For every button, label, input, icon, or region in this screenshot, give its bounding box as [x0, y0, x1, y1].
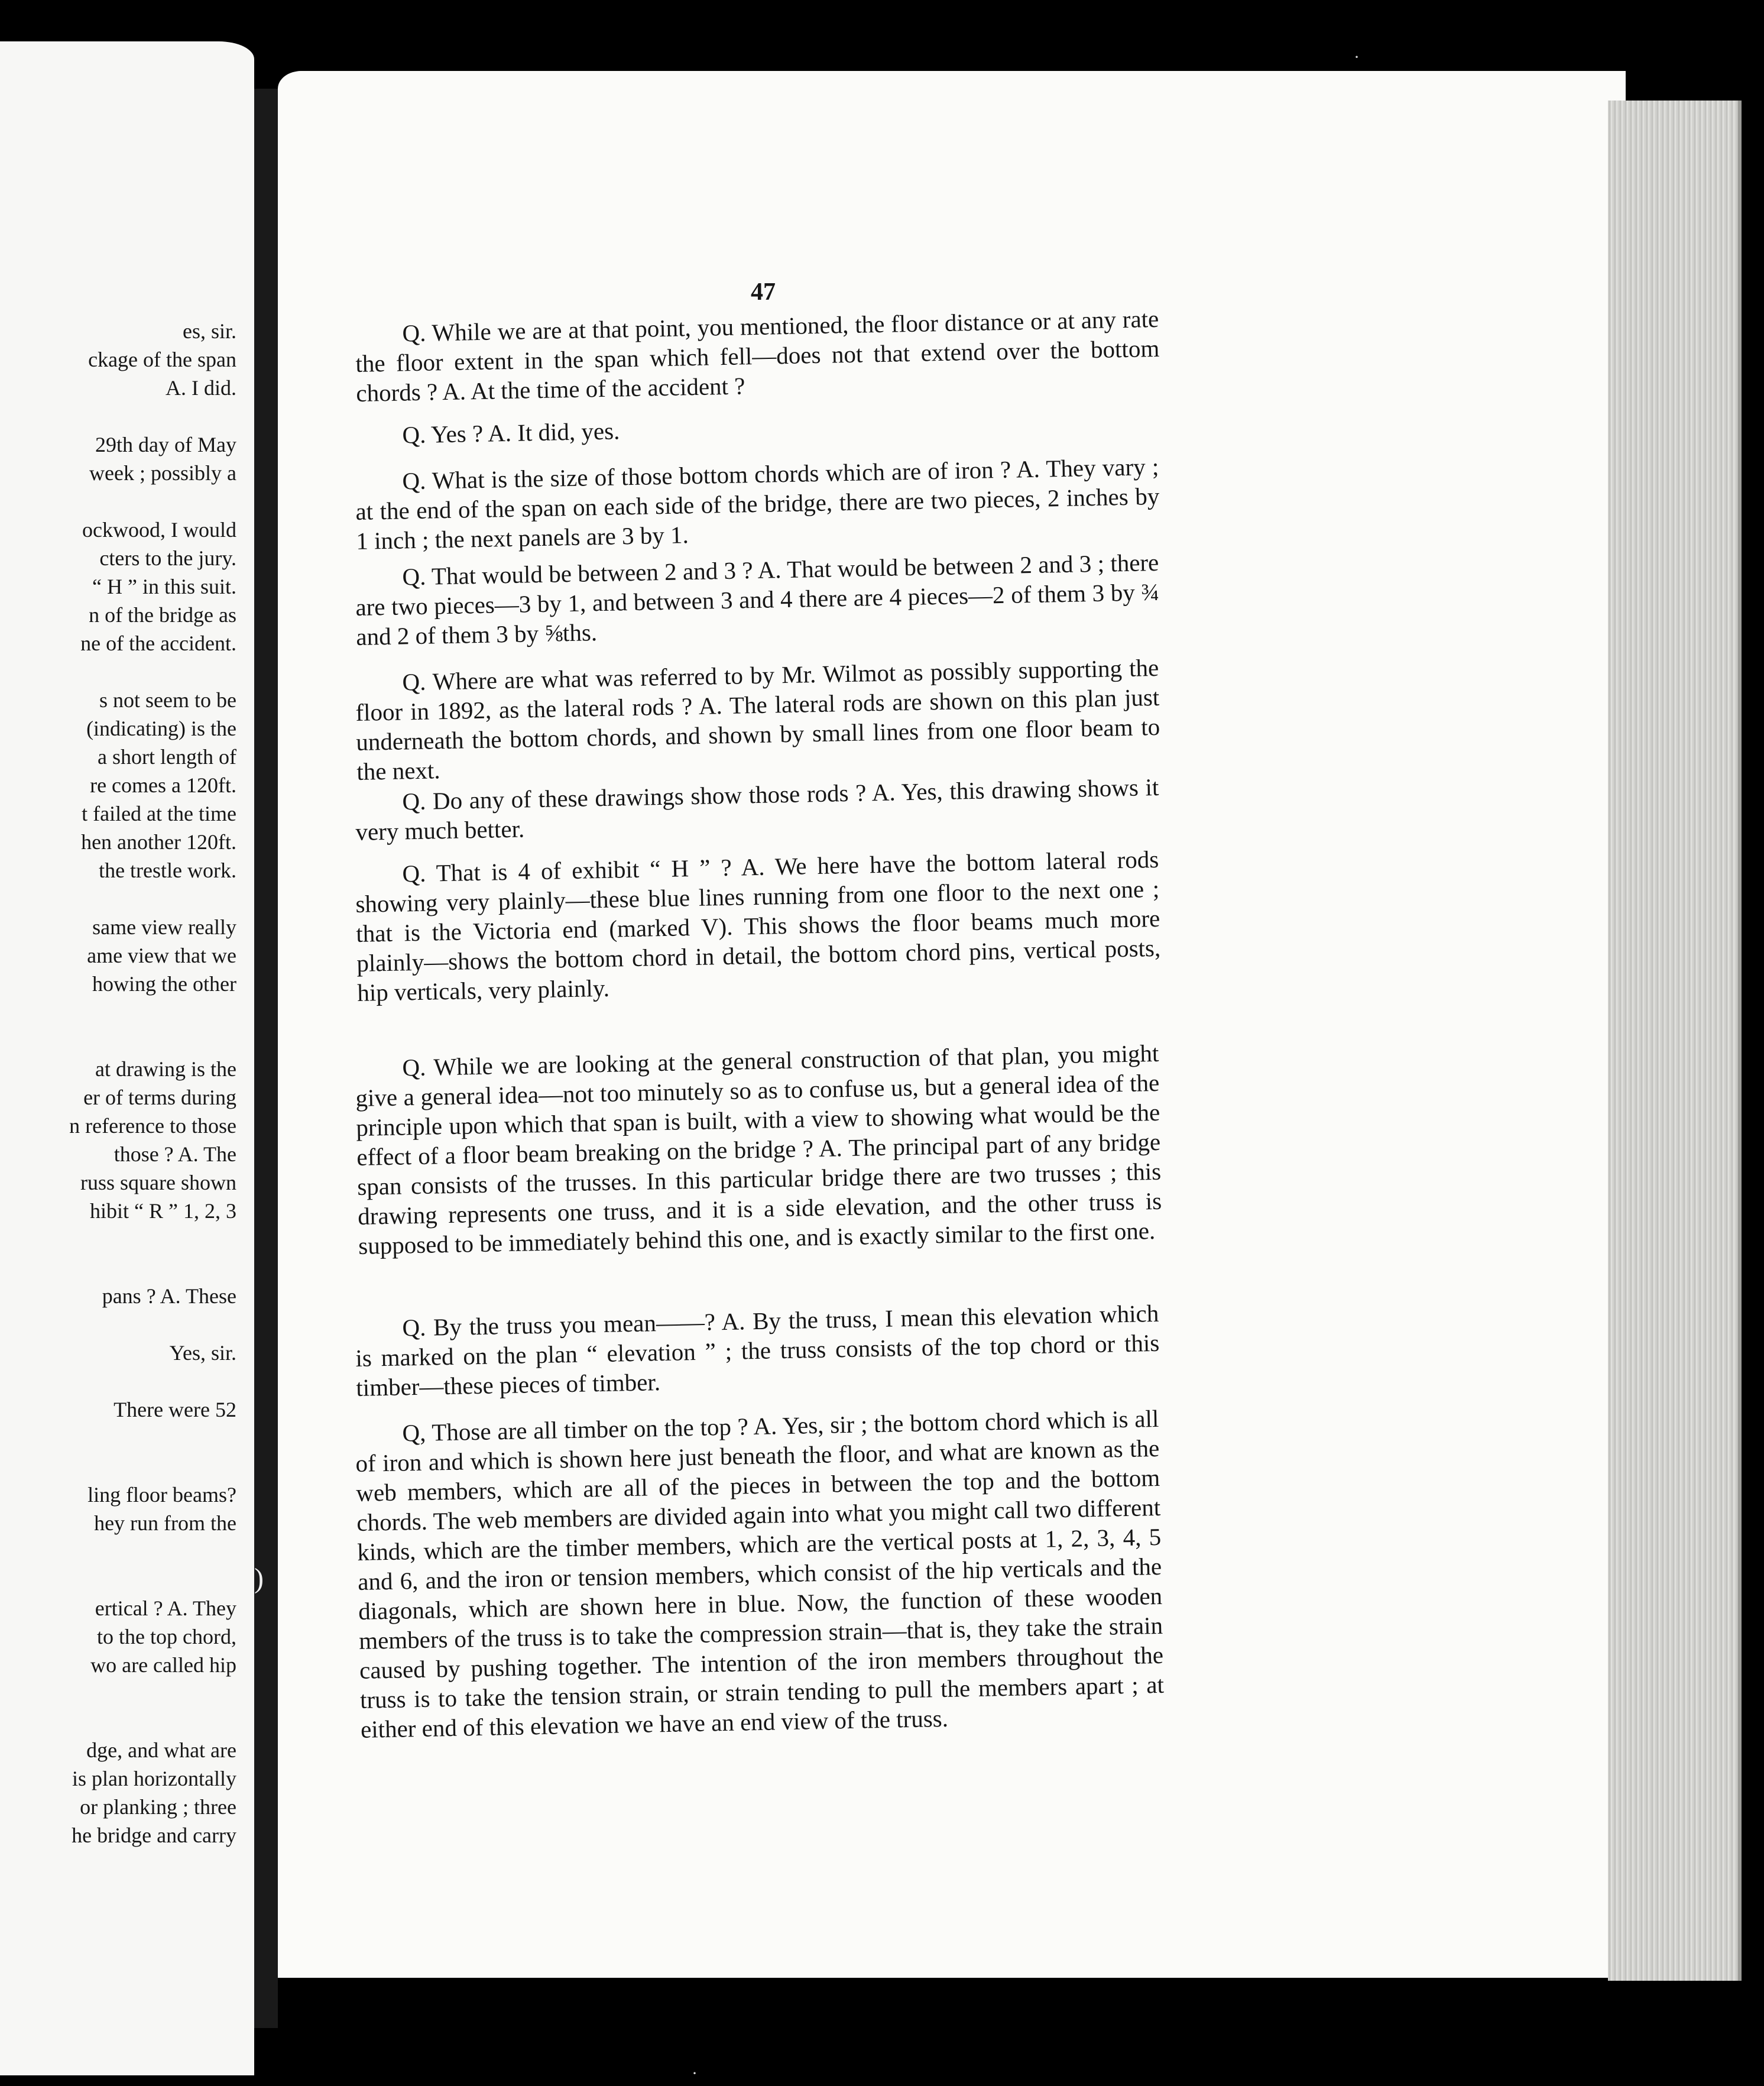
left-page-line: n of the bridge as	[89, 603, 236, 627]
left-page-line: hibit “ R ” 1, 2, 3	[90, 1199, 236, 1223]
paragraph: Q. By the truss you mean——? A. By the truss, I mean this elevation which is marked on the plan “ elevation ” ; the truss consists of the top chord or this timber—these pieces of timber.	[355, 1299, 1160, 1401]
left-page-line: at drawing is the	[95, 1057, 236, 1081]
left-page-line: “ H ” in this suit.	[92, 575, 236, 598]
left-page-line: es, sir.	[182, 319, 236, 343]
left-page-line: those ? A. The	[114, 1142, 236, 1166]
left-page-line: ling floor beams?	[87, 1483, 236, 1507]
margin-mark: )	[254, 1563, 264, 1594]
left-page-line: ne of the accident.	[80, 631, 236, 655]
qa-block	[355, 1038, 1162, 1261]
left-page-line: wo are called hip	[90, 1653, 236, 1677]
left-page-line: week ; possibly a	[89, 461, 236, 485]
scan-speck: ·	[692, 2064, 698, 2083]
left-page-line: (indicating) is the	[86, 717, 236, 740]
paragraph: Q. While we are at that point, you mentioned, the floor distance or at any rate the floor extent in the span which fell—does not that extend over the bottom chords ? A. At the time of the accident ?	[355, 305, 1160, 407]
left-page-line: is plan horizontally	[72, 1767, 236, 1790]
paragraph: Q. That is 4 of exhibit “ H ” ? A. We here have the bottom lateral rods showing very plainly—these blue lines running from one floor to the next one ; that is the Victoria end (marked V). This shows the floor beams much more plainly—shows the bottom chord in detail, the bottom chord pins, vertical posts, hip verticals, very plainly.	[355, 845, 1161, 1006]
left-page-line: dge, and what are	[86, 1738, 236, 1762]
paragraph: Q. Yes ? A. It did, yes.	[402, 417, 620, 449]
left-page-line: ockwood, I would	[82, 518, 236, 542]
left-page-line: cters to the jury.	[99, 546, 236, 570]
left-page-line: n reference to those	[69, 1114, 236, 1138]
book-gutter	[254, 89, 278, 2028]
page-edges	[1608, 101, 1742, 1981]
qa-block	[355, 1404, 1165, 1744]
qa-block	[355, 844, 1162, 1008]
paragraph: Q. Where are what was referred to by Mr. Wilmot as possibly supporting the floor in 1892, as the lateral rods ? A. The lateral rods are shown on this plan just underneath the bottom chords, and shown by small lines from one floor beam to the next.	[355, 653, 1160, 785]
paragraph: Q. That would be between 2 and 3 ? A. That would be between 2 and 3 ; there are two pieces—3 by 1, and between 3 and 4 there are 4 pieces—2 of them 3 by ¾ and 2 of them 3 by ⅝ths.	[355, 548, 1160, 650]
left-page-line: Yes, sir.	[169, 1341, 236, 1365]
qa-block	[355, 548, 1160, 652]
paragraph: Q. While we are looking at the general construction of that plan, you might give a general idea—not too minutely so as to confuse us, but a general idea of the principle upon which that span is built, with a view to showing what would be the effect of a floor beam breaking on the bridge ? A. The principal part of any bridge span consists of the trusses. In this particular bridge there are two trusses ; this drawing represents one truss, and it is a side elevation, and the other truss is supposed to be immediately behind this one, and is exactly similar to the first one.	[355, 1039, 1162, 1259]
paragraph: Q. What is the size of those bottom chords which are of iron ? A. They vary ; at the end of the span on each side of the bridge, there are two pieces, 2 inches by 1 inch ; the next panels are 3 by 1.	[355, 452, 1160, 555]
left-page-line: russ square shown	[80, 1171, 236, 1194]
left-page-line: ame view that we	[87, 944, 236, 967]
left-page-line: the trestle work.	[99, 859, 236, 882]
left-page-line: to the top chord,	[97, 1625, 236, 1648]
left-page-line: s not seem to be	[99, 688, 236, 712]
left-page-line: hey run from the	[94, 1511, 236, 1535]
qa-block	[355, 304, 1160, 408]
left-page-line: er of terms during	[83, 1086, 236, 1109]
paragraph: Q. Do any of these drawings show those rods ? A. Yes, this drawing shows it very much better.	[355, 773, 1159, 846]
left-page-line: or planking ; three	[80, 1795, 236, 1819]
left-page-line: There were 52	[114, 1398, 236, 1421]
left-page-line: 29th day of May	[95, 433, 236, 456]
paragraph: Q, Those are all timber on the top ? A. Yes, sir ; the bottom chord which is all of iron and which is shown here just beneath the floor, and what are known as the web members, which are all of the pieces in between the top and the bottom chords. The web members are divided again into what you might call two different kinds, which are the timber members, which are the vertical posts at 1, 2, 3, 4, 5 and 6, and the iron or tension members, which consist of the hip verticals and the diagonals, which are shown here in blue. Now, the function of these wooden members of the truss is to take the compression strain—that is, they take the strain caused by pushing together. The intention of the iron members throughout the truss is to take the tension strain, or strain tending to pull the members apart ; at either end of this elevation we have an end view of the truss.	[355, 1404, 1165, 1743]
qa-block	[355, 1298, 1160, 1402]
left-page-line: t failed at the time	[82, 802, 236, 825]
left-page-line: ckage of the span	[88, 348, 236, 371]
left-page-line: A. I did.	[166, 376, 236, 400]
left-page-line: ertical ? A. They	[95, 1596, 236, 1620]
left-page-line: a short length of	[98, 745, 236, 769]
qa-block	[355, 653, 1161, 786]
left-page-line: pans ? A. These	[102, 1284, 236, 1308]
left-page-line: hen another 120ft.	[81, 830, 236, 854]
left-page-line: re comes a 120ft.	[90, 773, 236, 797]
scan-speck: ·	[1354, 47, 1360, 67]
qa-block	[355, 452, 1160, 556]
left-page-line: howing the other	[92, 972, 236, 996]
left-page-line: he bridge and carry	[72, 1823, 236, 1847]
page-number: 47	[751, 278, 776, 306]
left-page-line: same view really	[92, 915, 236, 939]
left-page	[0, 41, 254, 2075]
